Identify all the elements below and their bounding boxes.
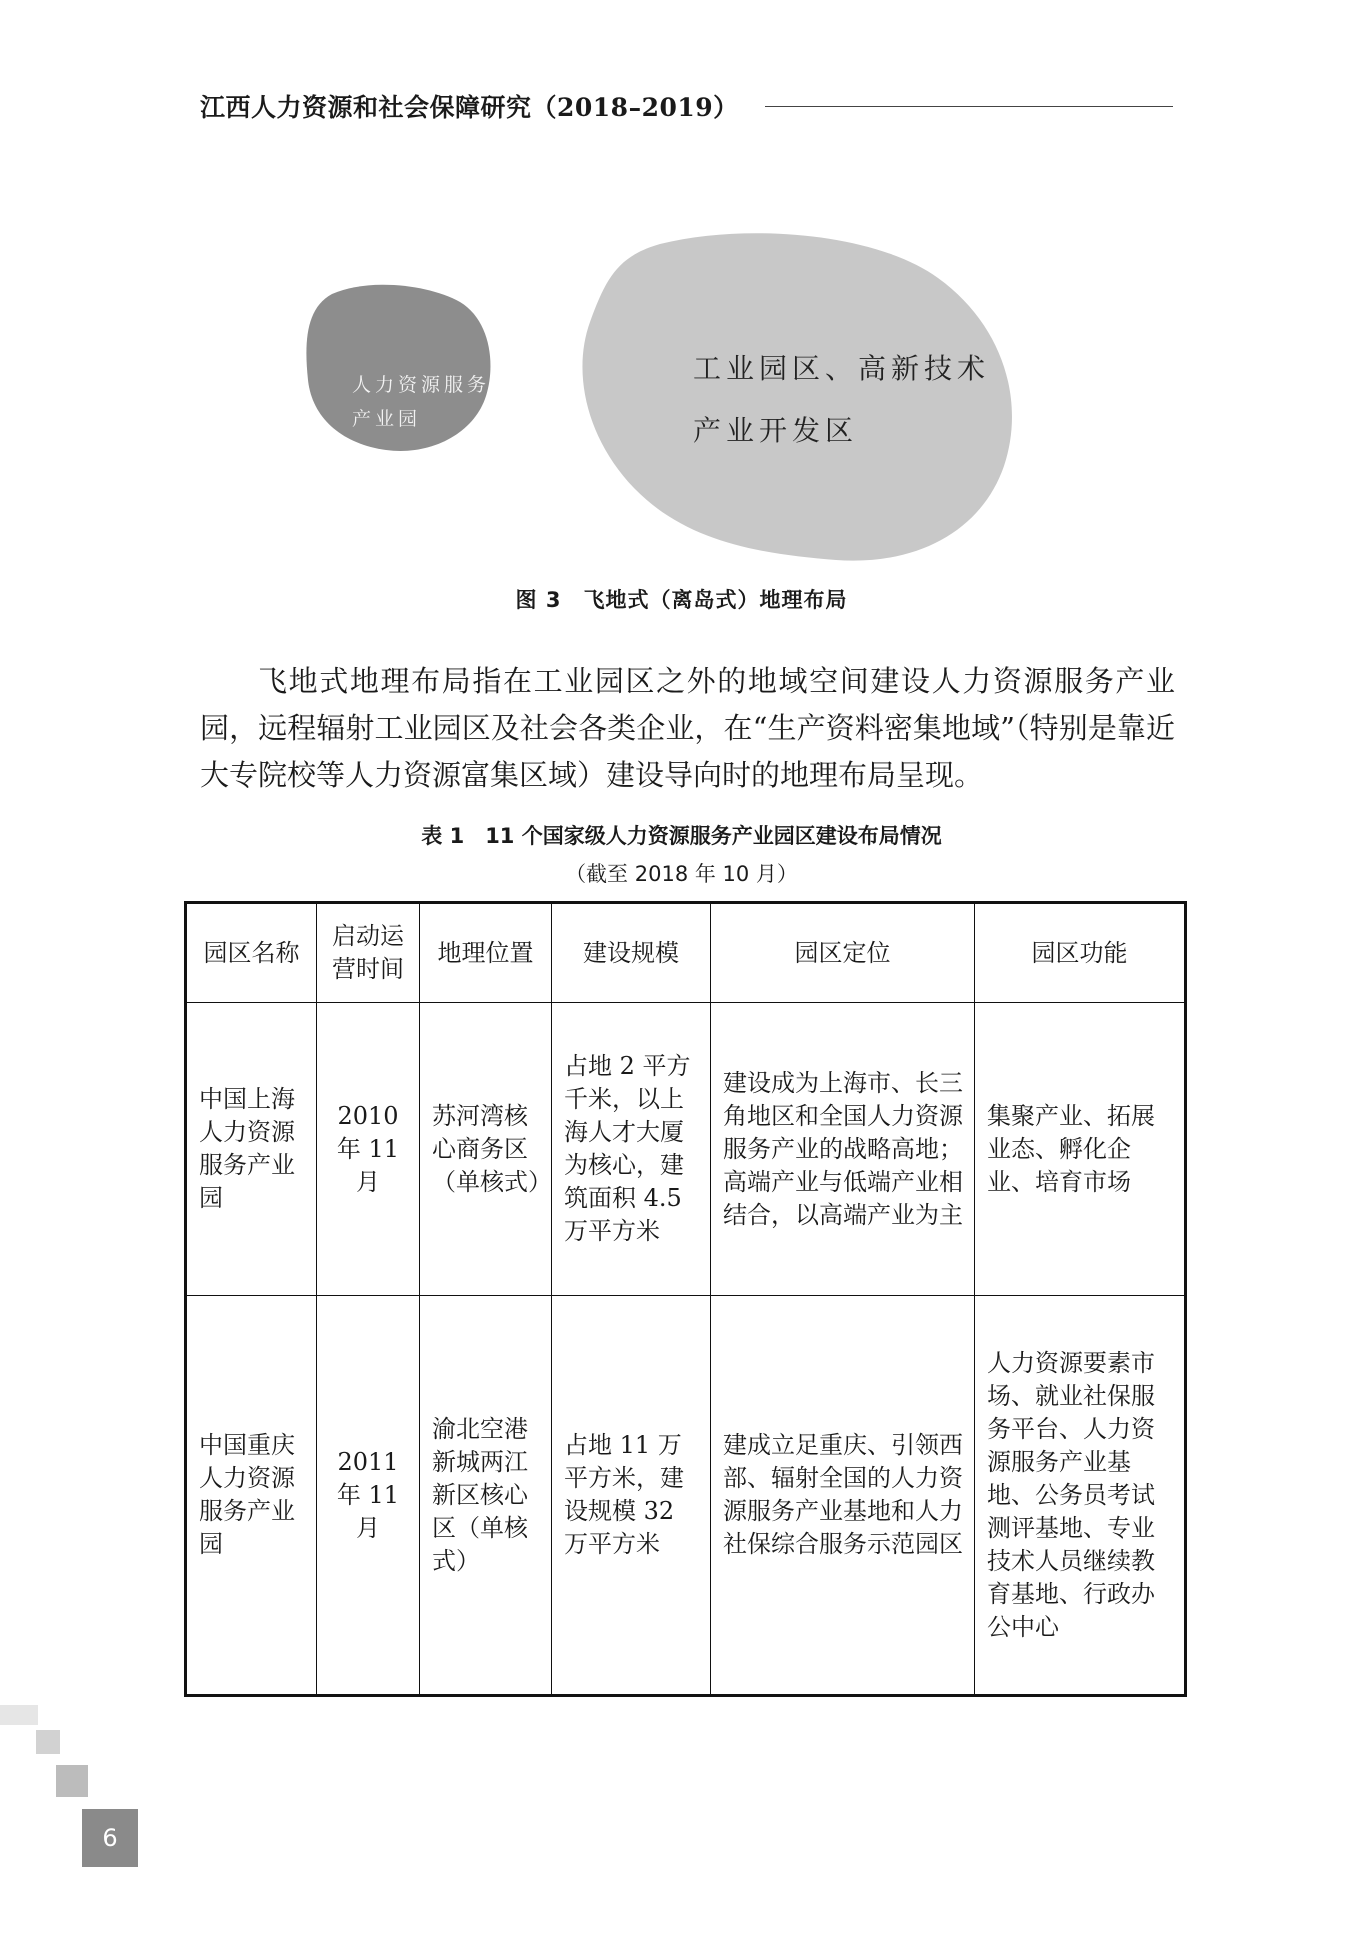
table-row (186, 1296, 1186, 1696)
cell-location: 苏河湾核心商务区（单核式） (420, 1003, 552, 1296)
large-blob-label: 工业园区、高新技术产业开发区 (693, 352, 991, 447)
cell-positioning: 建成立足重庆、引领西部、辐射全国的人力资源服务产业基地和人力社保综合服务示范园区 (711, 1296, 975, 1696)
cell-functions: 人力资源要素市场、就业社保服务平台、人力资源服务产业基地、公务员考试测评基地、专业技术人员继续教育基地、行政办公中心 (975, 1296, 1186, 1696)
cell-start: 2010 年 11 月 (317, 1003, 420, 1296)
table-subtitle: （截至 2018 年 10 月） (565, 862, 798, 886)
decorative-square (36, 1730, 60, 1754)
header-positioning: 园区定位 (711, 903, 975, 1003)
header-functions: 园区功能 (975, 903, 1186, 1003)
cell-functions: 集聚产业、拓展业态、孵化企业、培育市场 (975, 1003, 1186, 1296)
cell-scale: 占地 2 平方千米，以上海人才大厦为核心，建筑面积 4.5 万平方米 (552, 1003, 711, 1296)
table-row (186, 1003, 1186, 1296)
page-number: 6 (82, 1809, 138, 1867)
cell-name: 中国重庆人力资源服务产业园 (186, 1296, 317, 1696)
parks-table (184, 901, 1187, 1697)
body-paragraph: 飞地式地理布局指在工业园区之外的地域空间建设人力资源服务产业园，远程辐射工业园区及社会各类企业，在“生产资料密集地域”（特别是靠近大专院校等人力资源富集区域）建设导向时的地理布局呈现。 (200, 664, 1175, 792)
header-scale: 建设规模 (552, 903, 711, 1003)
decorative-square (0, 1705, 38, 1725)
cell-scale: 占地 11 万平方米，建设规模 32 万平方米 (552, 1296, 711, 1696)
table-header-row (186, 903, 1186, 1003)
table-title: 表 1 11 个国家级人力资源服务产业园区建设布局情况 (421, 824, 942, 848)
cell-location: 渝北空港新城两江新区核心区（单核式） (420, 1296, 552, 1696)
decorative-square (56, 1765, 88, 1797)
small-blob-label: 人力资源服务产业园 (352, 374, 491, 430)
cell-positioning: 建设成为上海市、长三角地区和全国人力资源服务产业的战略高地；高端产业与低端产业相结合，以高端产业为主 (711, 1003, 975, 1296)
running-head-title: 江西人力资源和社会保障研究（2018–2019） (200, 93, 739, 122)
running-head-rule (765, 106, 1173, 107)
header-start: 启动运营时间 (317, 903, 420, 1003)
figure-3 (290, 230, 1050, 570)
header-location: 地理位置 (420, 903, 552, 1003)
cell-start: 2011 年 11 月 (317, 1296, 420, 1696)
figure-caption: 图 3 飞地式（离岛式）地理布局 (515, 588, 848, 612)
header-name: 园区名称 (186, 903, 317, 1003)
cell-name: 中国上海人力资源服务产业园 (186, 1003, 317, 1296)
